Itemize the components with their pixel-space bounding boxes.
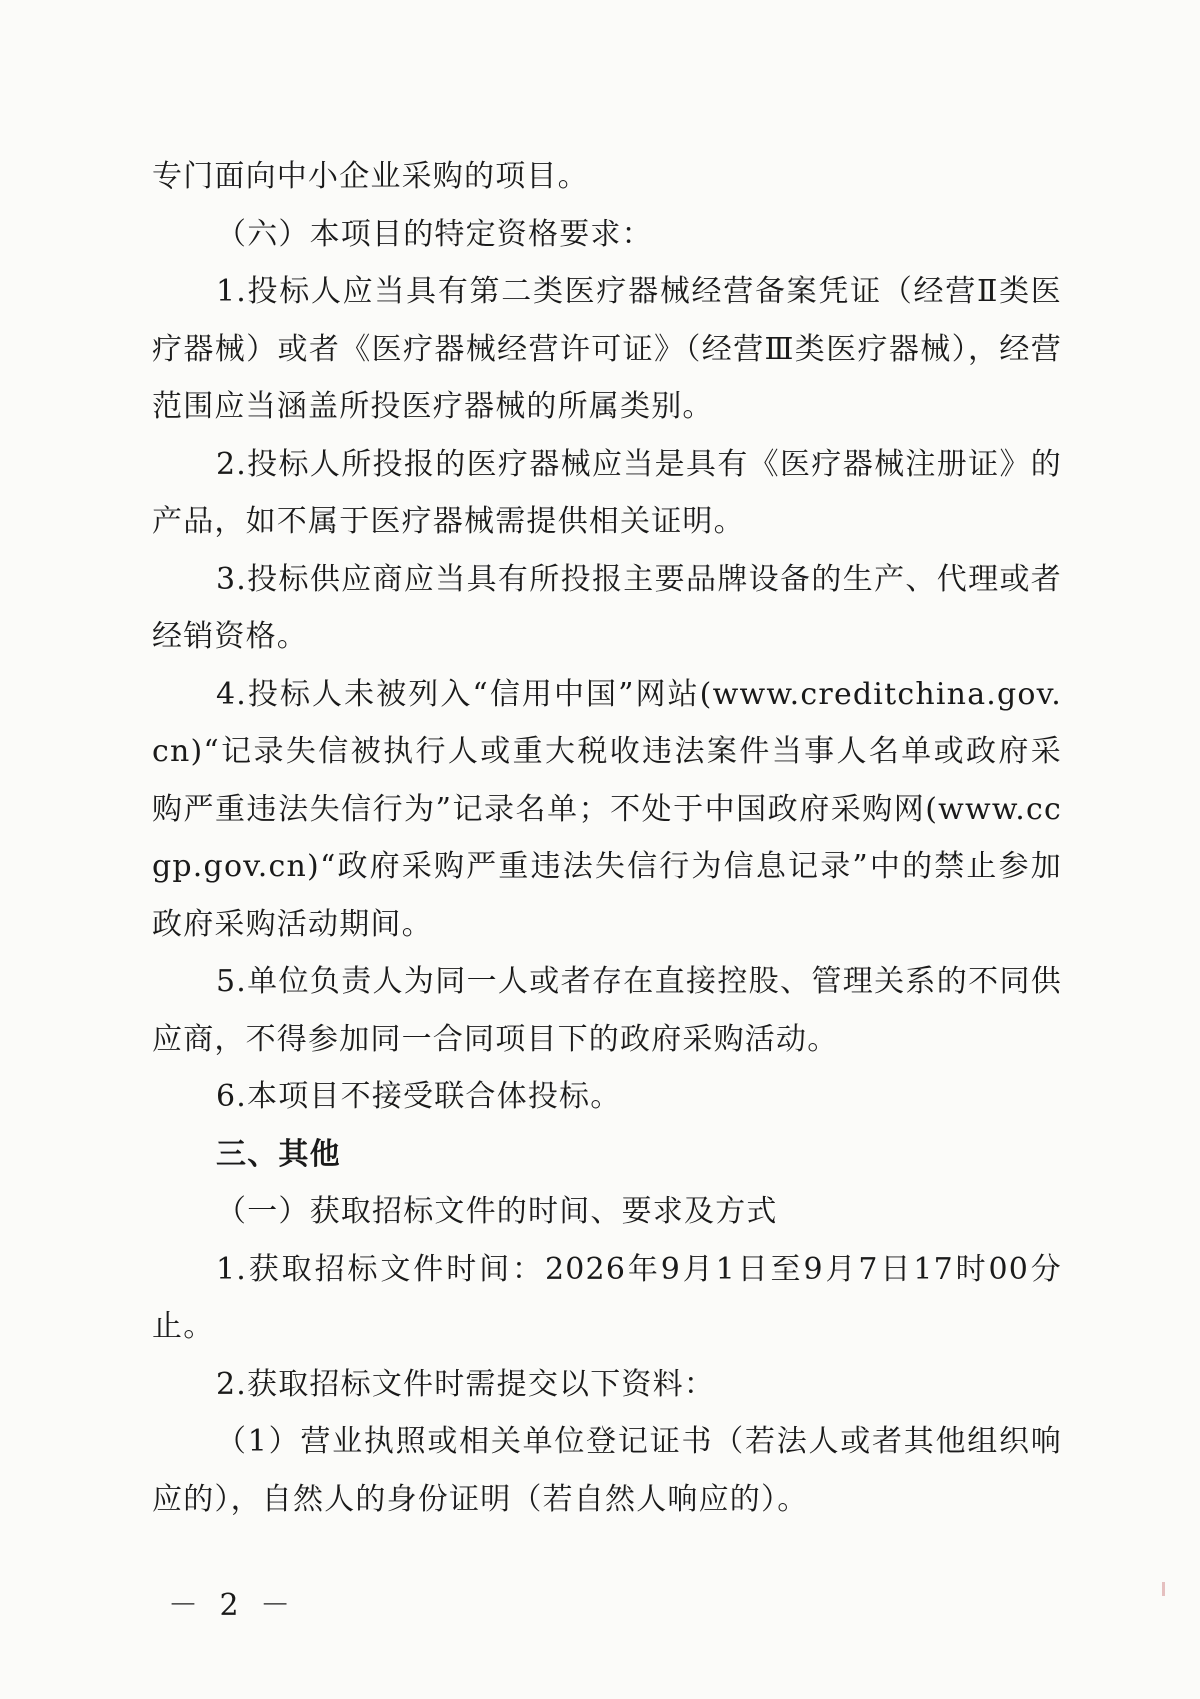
paragraph-requirement-4: 4.投标人未被列入“信用中国”网站(www.creditchina.gov.cn)“记录失信被执行人或重大税收违法案件当事人名单或政府采购严重违法失信行为”记录名单；不处于中国政府采购网(www.ccgp.gov.cn)“政府采购严重违法失信行为信息记录”中的禁止参加政府采购活动期间。 xyxy=(152,676,1062,942)
paragraph-qualification-heading: （六）本项目的特定资格要求： xyxy=(216,216,653,252)
document-body xyxy=(152,148,1062,1528)
page-number: － 2 － xyxy=(168,1588,297,1623)
paragraph-sme-note: 专门面向中小企业采购的项目。 xyxy=(152,159,589,194)
paragraph-requirement-6: 6.本项目不接受联合体投标。 xyxy=(216,1079,622,1114)
paragraph-obtain-time: 1.获取招标文件时间：2026年9月1日至9月7日17时00分止。 xyxy=(152,1251,1062,1344)
paragraph-material-1: （1）营业执照或相关单位登记证书（若法人或者其他组织响应的），自然人的身份证明（若自然人响应的）。 xyxy=(152,1424,1062,1517)
subsection-heading-obtain-docs: （一）获取招标文件的时间、要求及方式 xyxy=(216,1194,778,1229)
paragraph-requirement-2: 2.投标人所投报的医疗器械应当是具有《医疗器械注册证》的产品，如不属于医疗器械需提供相关证明。 xyxy=(152,446,1062,539)
section-heading-other: 三、其他 xyxy=(216,1136,341,1172)
paragraph-requirement-3: 3.投标供应商应当具有所投报主要品牌设备的生产、代理或者经销资格。 xyxy=(152,561,1062,654)
paragraph-obtain-materials: 2.获取招标文件时需提交以下资料： xyxy=(216,1366,716,1402)
paragraph-requirement-1: 1.投标人应当具有第二类医疗器械经营备案凭证（经营Ⅱ类医疗器械）或者《医疗器械经营许可证》（经营Ⅲ类医疗器械），经营范围应当涵盖所投医疗器械的所属类别。 xyxy=(152,274,1062,424)
ink-mark xyxy=(1162,1582,1165,1596)
paragraph-requirement-5: 5.单位负责人为同一人或者存在直接控股、管理关系的不同供应商，不得参加同一合同项目下的政府采购活动。 xyxy=(152,964,1062,1057)
